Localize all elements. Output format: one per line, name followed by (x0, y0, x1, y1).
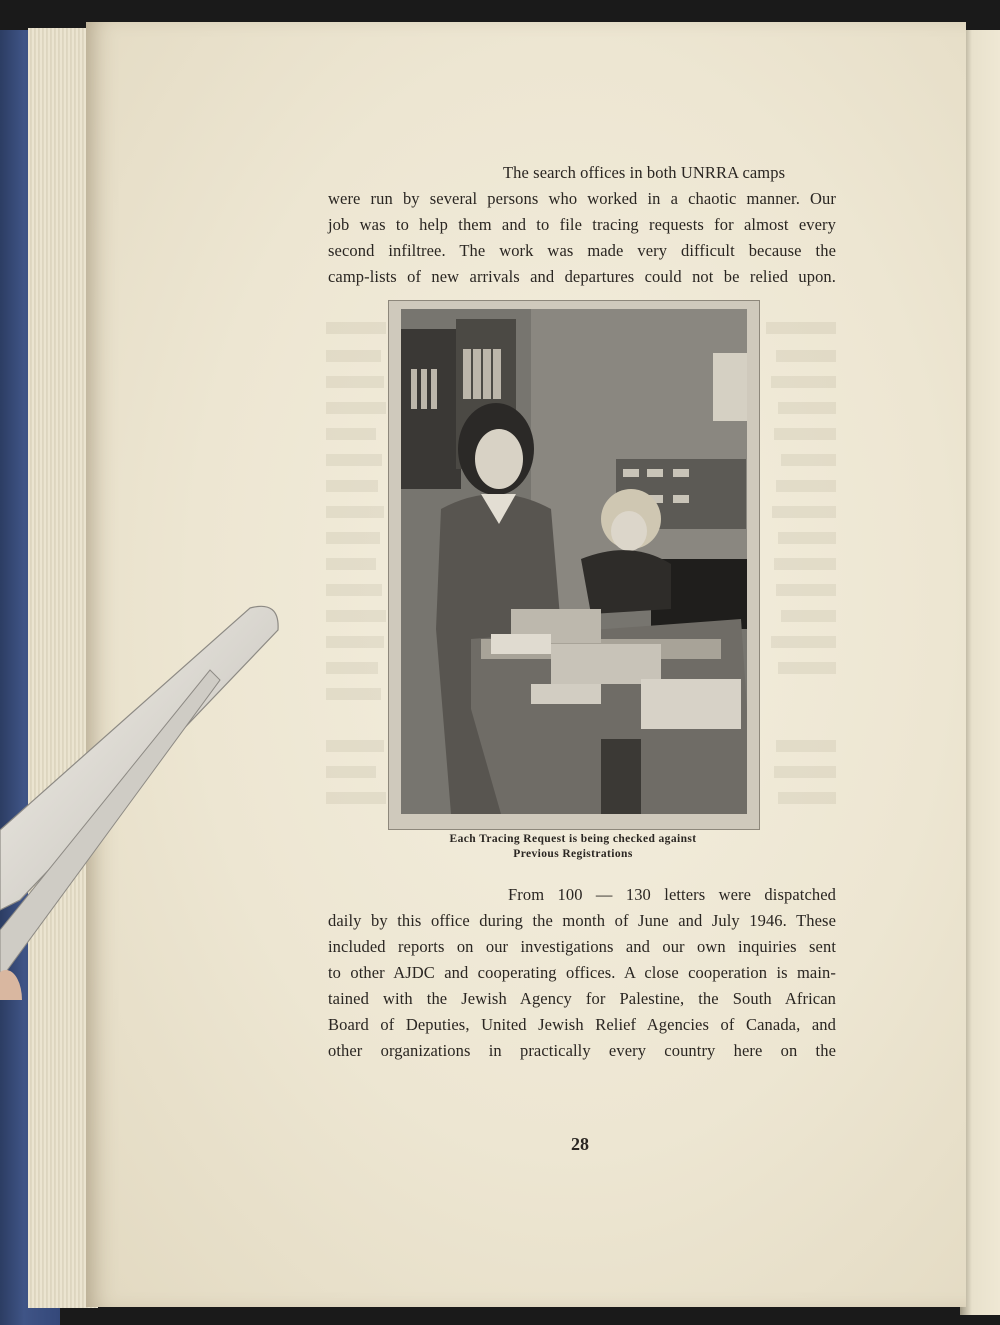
paragraph-2-line: From 100 — 130 letters were dispatched (508, 885, 836, 904)
paragraph-2 (328, 882, 836, 1064)
paragraph-2-line: to other AJDC and cooperating offices. A close cooperation is main- (328, 963, 836, 982)
paragraph-1 (328, 160, 836, 290)
page-holder-tweezer-icon (0, 600, 290, 1000)
paragraph-1-line: The search offices in both UNRRA camps (503, 163, 786, 182)
paragraph-2-line: tained with the Jewish Agency for Palestine, the South African (328, 989, 836, 1008)
paragraph-2-line: daily by this office during the month of June and July 1946. These (328, 911, 836, 930)
paragraph-1-line: camp-lists of new arrivals and departures could not be relied upon. (328, 267, 836, 286)
paragraph-1-line: were run by several persons who worked in a chaotic manner. Our (328, 189, 836, 208)
paragraph-2-line: included reports on our investigations and our own inquiries sent (328, 937, 836, 956)
office-photograph (401, 309, 747, 814)
caption-line-2: Previous Registrations (513, 848, 633, 860)
caption-line-1: Each Tracing Request is being checked against (449, 833, 697, 845)
photo-caption (388, 832, 758, 862)
office-scene-illustration (401, 309, 747, 814)
page-number: 28 (571, 1134, 589, 1154)
photograph-frame (388, 300, 760, 830)
paragraph-1-line: second infiltree. The work was made very difficult because the (328, 241, 836, 260)
paragraph-2-line: Board of Deputies, United Jewish Relief Agencies of Canada, and (328, 1015, 836, 1034)
facing-page-edge (960, 30, 1000, 1315)
paragraph-1-line: job was to help them and to file tracing requests for almost every (328, 215, 836, 234)
paragraph-2-line: other organizations in practically every country here on the (328, 1041, 836, 1060)
